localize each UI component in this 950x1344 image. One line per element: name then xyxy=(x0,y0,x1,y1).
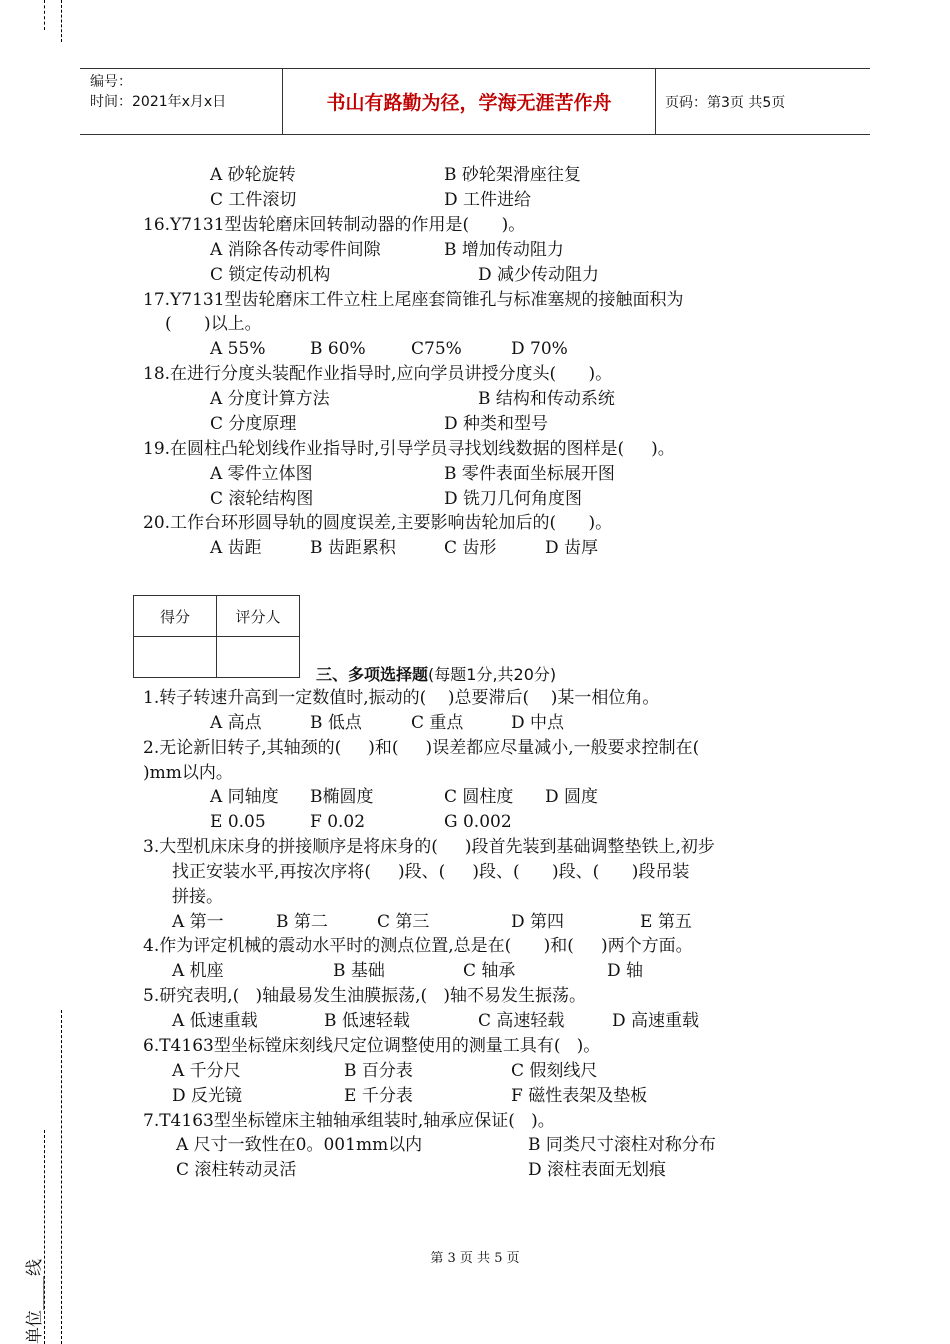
grader-cell xyxy=(217,637,300,678)
answer-option: B 低点 xyxy=(310,713,362,733)
question-text: ( )以上。 xyxy=(165,314,262,334)
answer-option: D 70% xyxy=(511,339,568,359)
answer-option: D 高速重载 xyxy=(612,1011,700,1031)
question-text: 5.研究表明,( )轴最易发生油膜振荡,( )轴不易发生振荡。 xyxy=(143,986,586,1006)
answer-option: B 同类尺寸滚柱对称分布 xyxy=(528,1135,716,1155)
answer-option: D 种类和型号 xyxy=(444,414,549,434)
binding-line-top xyxy=(61,0,62,42)
section-title-note: (每题1分,共20分) xyxy=(428,665,557,684)
answer-option: C 滚轮结构图 xyxy=(210,489,314,509)
question-text: 18.在进行分度头装配作业指导时,应向学员讲授分度头( )。 xyxy=(143,364,613,384)
answer-option: C 滚柱转动灵活 xyxy=(176,1160,297,1180)
question-text: 19.在圆柱凸轮划线作业指导时,引导学员寻找划线数据的图样是( )。 xyxy=(143,439,675,459)
question-text: 3.大型机床床身的拼接顺序是将床身的( )段首先装到基础调整垫铁上,初步 xyxy=(143,837,715,857)
answer-option: A 分度计算方法 xyxy=(210,389,330,409)
answer-option: B 砂轮架滑座往复 xyxy=(444,165,581,185)
answer-option: E 千分表 xyxy=(344,1086,413,1106)
answer-option: G 0.002 xyxy=(444,812,512,832)
answer-option: A 消除各传动零件间隙 xyxy=(210,240,381,260)
answer-option: E 第五 xyxy=(640,912,692,932)
answer-option: B 增加传动阻力 xyxy=(444,240,564,260)
answer-option: F 0.02 xyxy=(310,812,366,832)
doc-number: 编号： xyxy=(90,74,132,90)
answer-option: B 第二 xyxy=(276,912,328,932)
answer-option: C 高速轻载 xyxy=(478,1011,565,1031)
question-text: 拼接。 xyxy=(172,887,223,907)
score-cell xyxy=(134,637,217,678)
question-text: 20.工作台环形圆导轨的圆度误差,主要影响齿轮加后的( )。 xyxy=(143,513,613,533)
page-footer: 第 3 页 共 5 页 xyxy=(430,1251,520,1266)
answer-option: C 圆柱度 xyxy=(444,787,514,807)
answer-option: B椭圆度 xyxy=(310,787,374,807)
answer-option: F 磁性表架及垫板 xyxy=(511,1086,648,1106)
answer-option: A 千分尺 xyxy=(172,1061,241,1081)
answer-option: B 60% xyxy=(310,339,366,359)
answer-option: D 轴 xyxy=(607,961,644,981)
answer-option: C75% xyxy=(411,339,462,359)
answer-option: A 砂轮旋转 xyxy=(210,165,296,185)
header-divider-2 xyxy=(655,68,656,135)
section-title-main: 三、多项选择题 xyxy=(316,665,429,684)
answer-option: A 尺寸一致性在0。001mm以内 xyxy=(176,1135,423,1155)
score-header: 得分 xyxy=(134,596,217,637)
binding-line-right-top xyxy=(44,0,45,30)
answer-option: C 重点 xyxy=(411,713,464,733)
question-text: 7.T4163型坐标镗床主轴轴承组装时,轴承应保证( )。 xyxy=(143,1111,555,1131)
answer-option: A 零件立体图 xyxy=(210,464,313,484)
answer-option: E 0.05 xyxy=(210,812,266,832)
answer-option: D 滚柱表面无划痕 xyxy=(528,1160,667,1180)
answer-option: B 零件表面坐标展开图 xyxy=(444,464,615,484)
question-text: 找正安装水平,再按次序将( )段、( )段、( )段、( )段吊装 xyxy=(172,862,690,882)
binding-line-bottom xyxy=(61,1010,62,1344)
score-table xyxy=(133,595,300,678)
header-page-number: 页码：第3页 共5页 xyxy=(665,94,786,111)
answer-option: D 减少传动阻力 xyxy=(478,265,600,285)
answer-option: D 反光镜 xyxy=(172,1086,243,1106)
answer-option: C 轴承 xyxy=(463,961,516,981)
section-title xyxy=(316,662,556,685)
answer-option: C 工件滚切 xyxy=(210,190,297,210)
question-text: 1.转子转速升高到一定数值时,振动的( )总要滞后( )某一相位角。 xyxy=(143,688,660,708)
question-text: 4.作为评定机械的震动水平时的测点位置,总是在( )和( )两个方面。 xyxy=(143,936,693,956)
answer-option: D 齿厚 xyxy=(545,538,599,558)
answer-option: D 第四 xyxy=(511,912,565,932)
answer-option: C 分度原理 xyxy=(210,414,297,434)
answer-option: A 同轴度 xyxy=(210,787,279,807)
answer-option: A 低速重载 xyxy=(172,1011,258,1031)
answer-option: B 结构和传动系统 xyxy=(478,389,615,409)
answer-option: D 铣刀几何角度图 xyxy=(444,489,583,509)
answer-option: A 高点 xyxy=(210,713,262,733)
answer-option: D 圆度 xyxy=(545,787,599,807)
page-header xyxy=(80,68,870,135)
answer-option: A 第一 xyxy=(172,912,224,932)
question-text: 17.Y7131型齿轮磨床工件立柱上尾座套筒锥孔与标准塞规的接触面积为 xyxy=(143,290,684,310)
answer-option: B 基础 xyxy=(333,961,385,981)
answer-option: A 机座 xyxy=(172,961,224,981)
doc-date: 时间：2021年x月x日 xyxy=(90,94,227,110)
answer-option: B 齿距累积 xyxy=(310,538,396,558)
answer-option: C 假刻线尺 xyxy=(511,1061,598,1081)
answer-option: D 中点 xyxy=(511,713,565,733)
answer-option: B 百分表 xyxy=(344,1061,413,1081)
answer-option: D 工件进给 xyxy=(444,190,532,210)
answer-option: B 低速轻载 xyxy=(324,1011,410,1031)
grader-header: 评分人 xyxy=(217,596,300,637)
header-motto: 书山有路勤为径，学海无涯苦作舟 xyxy=(326,92,612,114)
question-text: )mm以内。 xyxy=(143,763,233,783)
binding-label: 单位____线 xyxy=(25,1259,45,1344)
answer-option: C 第三 xyxy=(377,912,430,932)
question-text: 6.T4163型坐标镗床刻线尺定位调整使用的测量工具有( )。 xyxy=(143,1036,601,1056)
header-meta xyxy=(90,72,226,112)
answer-option: C 锁定传动机构 xyxy=(210,265,331,285)
answer-option: A 55% xyxy=(210,339,266,359)
answer-option: A 齿距 xyxy=(210,538,262,558)
question-text: 2.无论新旧转子,其轴颈的( )和( )误差都应尽量减小,一般要求控制在( xyxy=(143,738,700,758)
question-text: 16.Y7131型齿轮磨床回转制动器的作用是( )。 xyxy=(143,215,526,235)
answer-option: C 齿形 xyxy=(444,538,497,558)
